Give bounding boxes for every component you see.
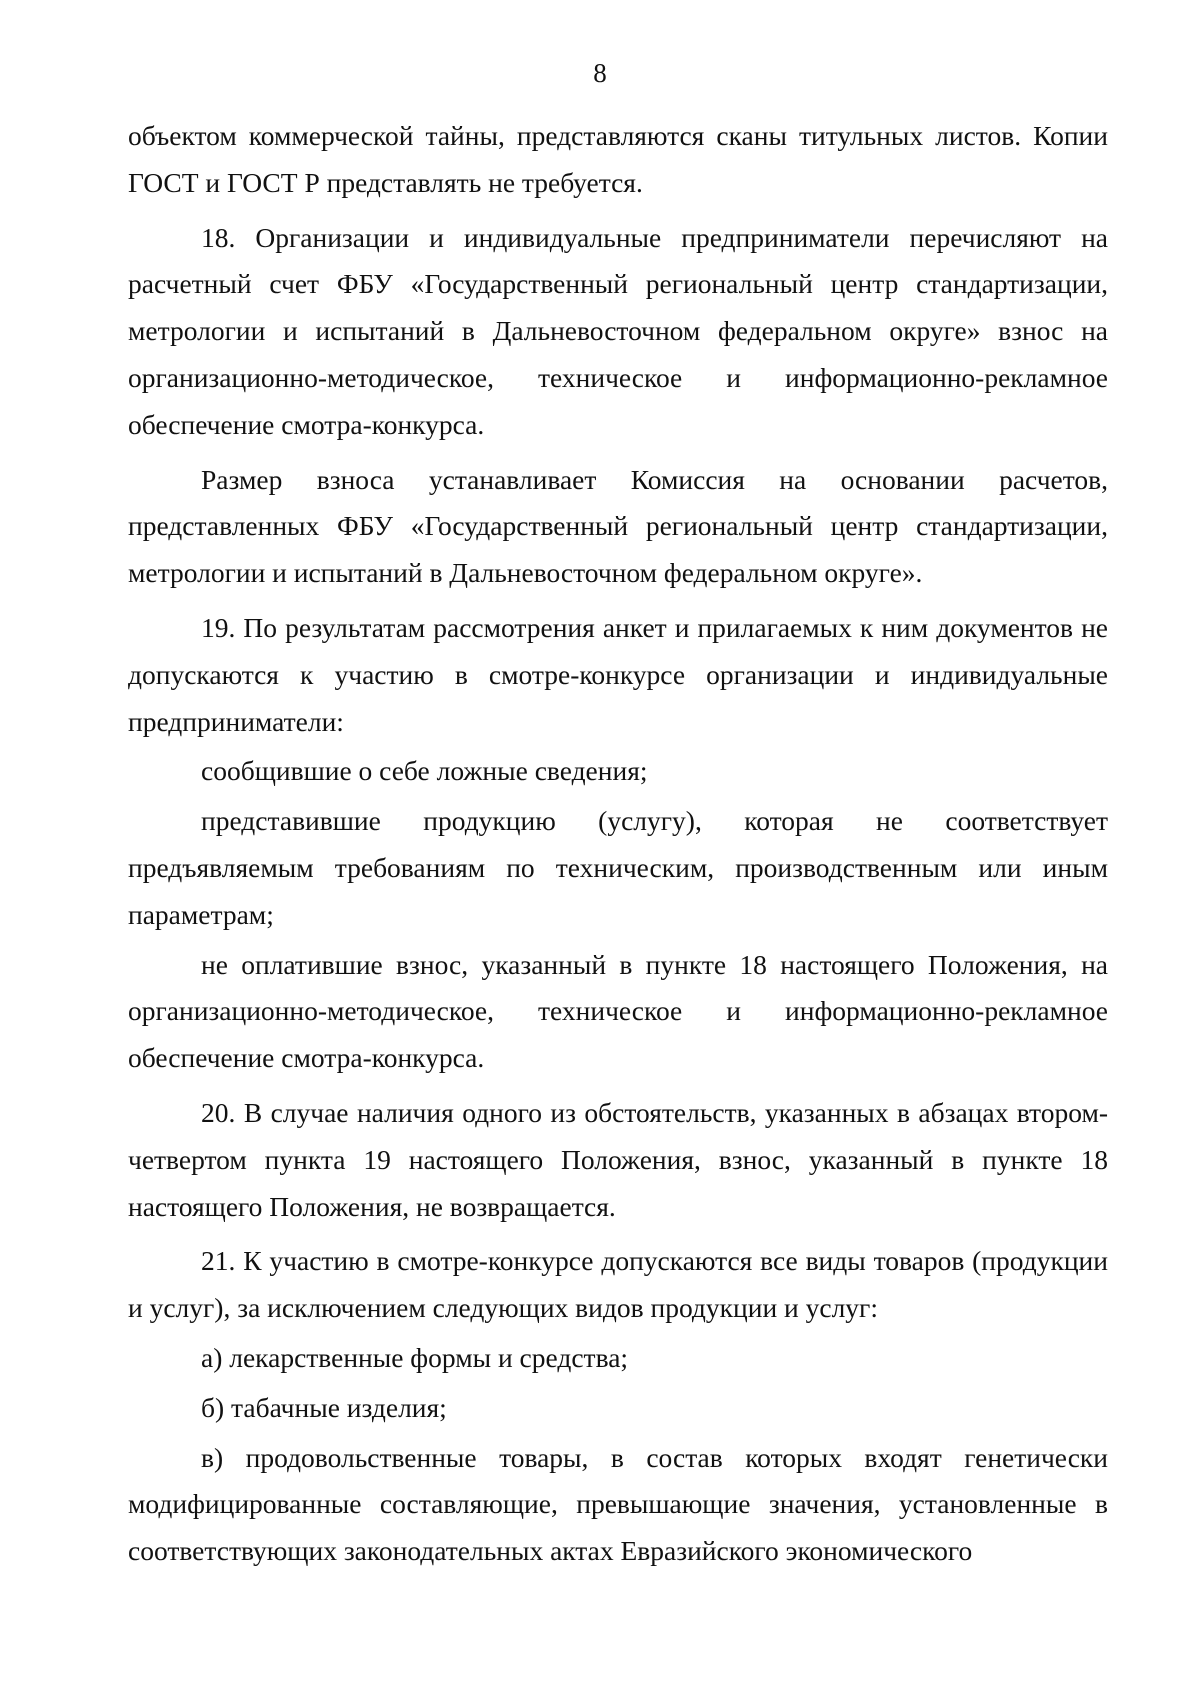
- paragraph-false-info: сообщившие о себе ложные сведения;: [201, 755, 648, 787]
- paragraph-clause-21: 21. К участию в смотре-конкурсе допускаются все виды товаров (продукции и услуг), за исключением следующих видов продукции и услуг:: [128, 1245, 1108, 1324]
- list-item-b: б) табачные изделия;: [201, 1391, 447, 1423]
- paragraph-continuation: объектом коммерческой тайны, представляются сканы титульных листов. Копии ГОСТ и ГОСТ Р представлять не требуется.: [128, 120, 1108, 198]
- paragraph-fee-size: Размер взноса устанавливает Комиссия на основании расчетов, представленных ФБУ «Государственный региональный центр стандартизации, метрологии и испытаний в Дальневосточном федеральном округе».: [128, 463, 1108, 589]
- paragraph-unpaid-fee: не оплатившие взнос, указанный в пункте 18 настоящего Положения, на организационно-методическое, техническое и информационно-рекламное обеспечение смотра-конкурса.: [128, 948, 1108, 1074]
- list-item-v: в) продовольственные товары, в состав которых входят генетически модифицированные составляющие, превышающие значения, установленные в соответствующих законодательных актах Евразийского экономического: [128, 1441, 1108, 1567]
- paragraph-clause-18: 18. Организации и индивидуальные предприниматели перечисляют на расчетный счет ФБУ «Государственный региональный центр стандартизации, метрологии и испытаний в Дальневосточном федеральном округе» взнос на организационно-методическое, техническое и информационно-рекламное обеспечение смотра-конкурса.: [128, 221, 1108, 440]
- document-body: [128, 113, 1108, 1575]
- paragraph-nonconforming-product: представившие продукцию (услугу), которая не соответствует предъявляемым требованиям по техническим, производственным или иным параметрам;: [128, 805, 1108, 930]
- paragraph-clause-19: 19. По результатам рассмотрения анкет и прилагаемых к ним документов не допускаются к участию в смотре-конкурсе организации и индивидуальные предприниматели:: [128, 611, 1108, 737]
- page-number: 8: [593, 58, 607, 88]
- list-item-a: а) лекарственные формы и средства;: [201, 1341, 629, 1373]
- paragraph-clause-20: 20. В случае наличия одного из обстоятельств, указанных в абзацах втором-четвертом пункта 19 настоящего Положения, взнос, указанный в пункте 18 настоящего Положения, не возвращается.: [128, 1096, 1108, 1222]
